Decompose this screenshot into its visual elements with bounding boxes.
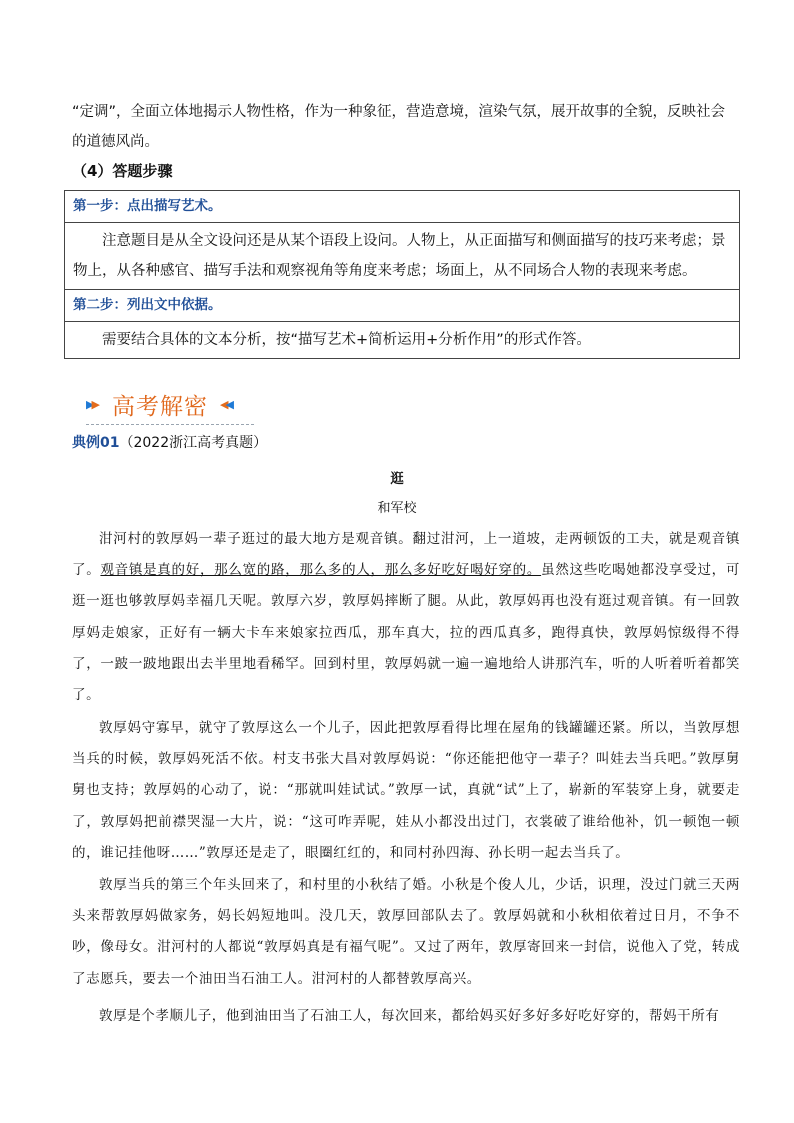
double-arrow-right-icon: ▶▶	[86, 398, 97, 411]
step1-body: 注意题目是从全文设问还是从某个语段上设问。人物上，从正面描写和侧面描写的技巧来考虑；景物上，从各种感官、描写手法和观察视角等角度来考虑；场面上，从不同场合人物的表现来考虑。	[65, 223, 740, 290]
story-title: 逛	[390, 471, 404, 487]
p1-text-b: 虽然这些吃喝她都没享受过，可逛一逛也够敦厚妈幸福几天呢。敦厚六岁，敦厚妈摔断了腿。从此，敦厚妈再也没有逛过观音镇。有一回敦厚妈走娘家，正好有一辆大卡车来娘家拉西瓜，那车真大，拉的西瓜真多，跑得真快，敦厚妈惊级得不得了，一跛一跛地跟出去半里地看稀罕。回到村里，敦厚妈就一遍一遍地给人讲那汽车，听的人听着听着都笑了。	[72, 562, 741, 704]
steps-heading: （4）答题步骤	[72, 162, 173, 180]
p1-underlined-text: 观音镇是真的好，那么宽的路，那么多的人，那么多好吃好喝好穿的。	[100, 562, 542, 579]
story-author: 和军校	[377, 501, 417, 516]
step1-title: 第一步：点出描写艺术。	[65, 191, 740, 223]
answer-steps-table	[64, 190, 740, 359]
example-source: （2022浙江高考真题）	[119, 435, 268, 451]
example-label-line	[72, 432, 267, 452]
example-label: 典例01	[72, 435, 120, 451]
intro-line-2: 的道德风尚。	[72, 134, 159, 150]
story-paragraph-4: 敦厚是个孝顺儿子，他到油田当了石油工人，每次回来，都给妈买好多好多好吃好穿的，帮妈干所有	[99, 1008, 720, 1024]
story-paragraph-3: 敦厚当兵的第三个年头回来了，和村里的小秋结了婚。小秋是个俊人儿，少话，识理，没过门就三天两头来帮敦厚妈做家务，妈长妈短地叫。没几天，敦厚回部队去了。敦厚妈就和小秋相依着过日月，不争不吵，像母女。泔河村的人都说“敦厚妈真是有福气呢”。又过了两年，敦厚寄回来一封信，说他入了党，转成了志愿兵，要去一个油田当石油工人。泔河村的人都替敦厚高兴。	[72, 877, 740, 987]
double-arrow-left-icon: ◀◀	[220, 398, 231, 411]
step2-title: 第二步：列出文中依据。	[65, 290, 740, 322]
story-paragraph-2: 敦厚妈守寡早，就守了敦厚这么一个儿子，因此把敦厚看得比埋在屋角的钱罐罐还紧。所以，当敦厚想当兵的时候，敦厚妈死活不依。村支书张大昌对敦厚妈说：“你还能把他守一辈子？叫娃去当兵吧。”敦厚舅舅也支持；敦厚妈的心动了，说：“那就叫娃试试。”敦厚一试，真就“试”上了，崭新的军装穿上身，就要走了，敦厚妈把前襟哭湿一大片，说：“这可咋弄呢，娃从小都没出过门，衣裳破了谁给他补，饥一顿饱一顿的，谁记挂他呀……”敦厚还是走了，眼圈红红的，和同村孙四海、孙长明一起去当兵了。	[72, 720, 740, 861]
intro-line-1: “定调”，全面立体地揭示人物性格，作为一种象征，营造意境，渲染气氛，展开故事的全貌，反映社会	[72, 104, 726, 120]
section-header	[86, 388, 254, 425]
story-paragraph-1	[72, 524, 740, 711]
p1-text-a: 泔河村的敦厚妈一辈子逛过的最大地方是观音镇。翻过泔河，上一道坡，走两顿饭的工夫，就是观音镇了。	[72, 531, 740, 579]
section-title: 高考解密	[112, 394, 208, 420]
step2-body: 需要结合具体的文本分析，按“描写艺术+简析运用+分析作用”的形式作答。	[65, 322, 740, 359]
